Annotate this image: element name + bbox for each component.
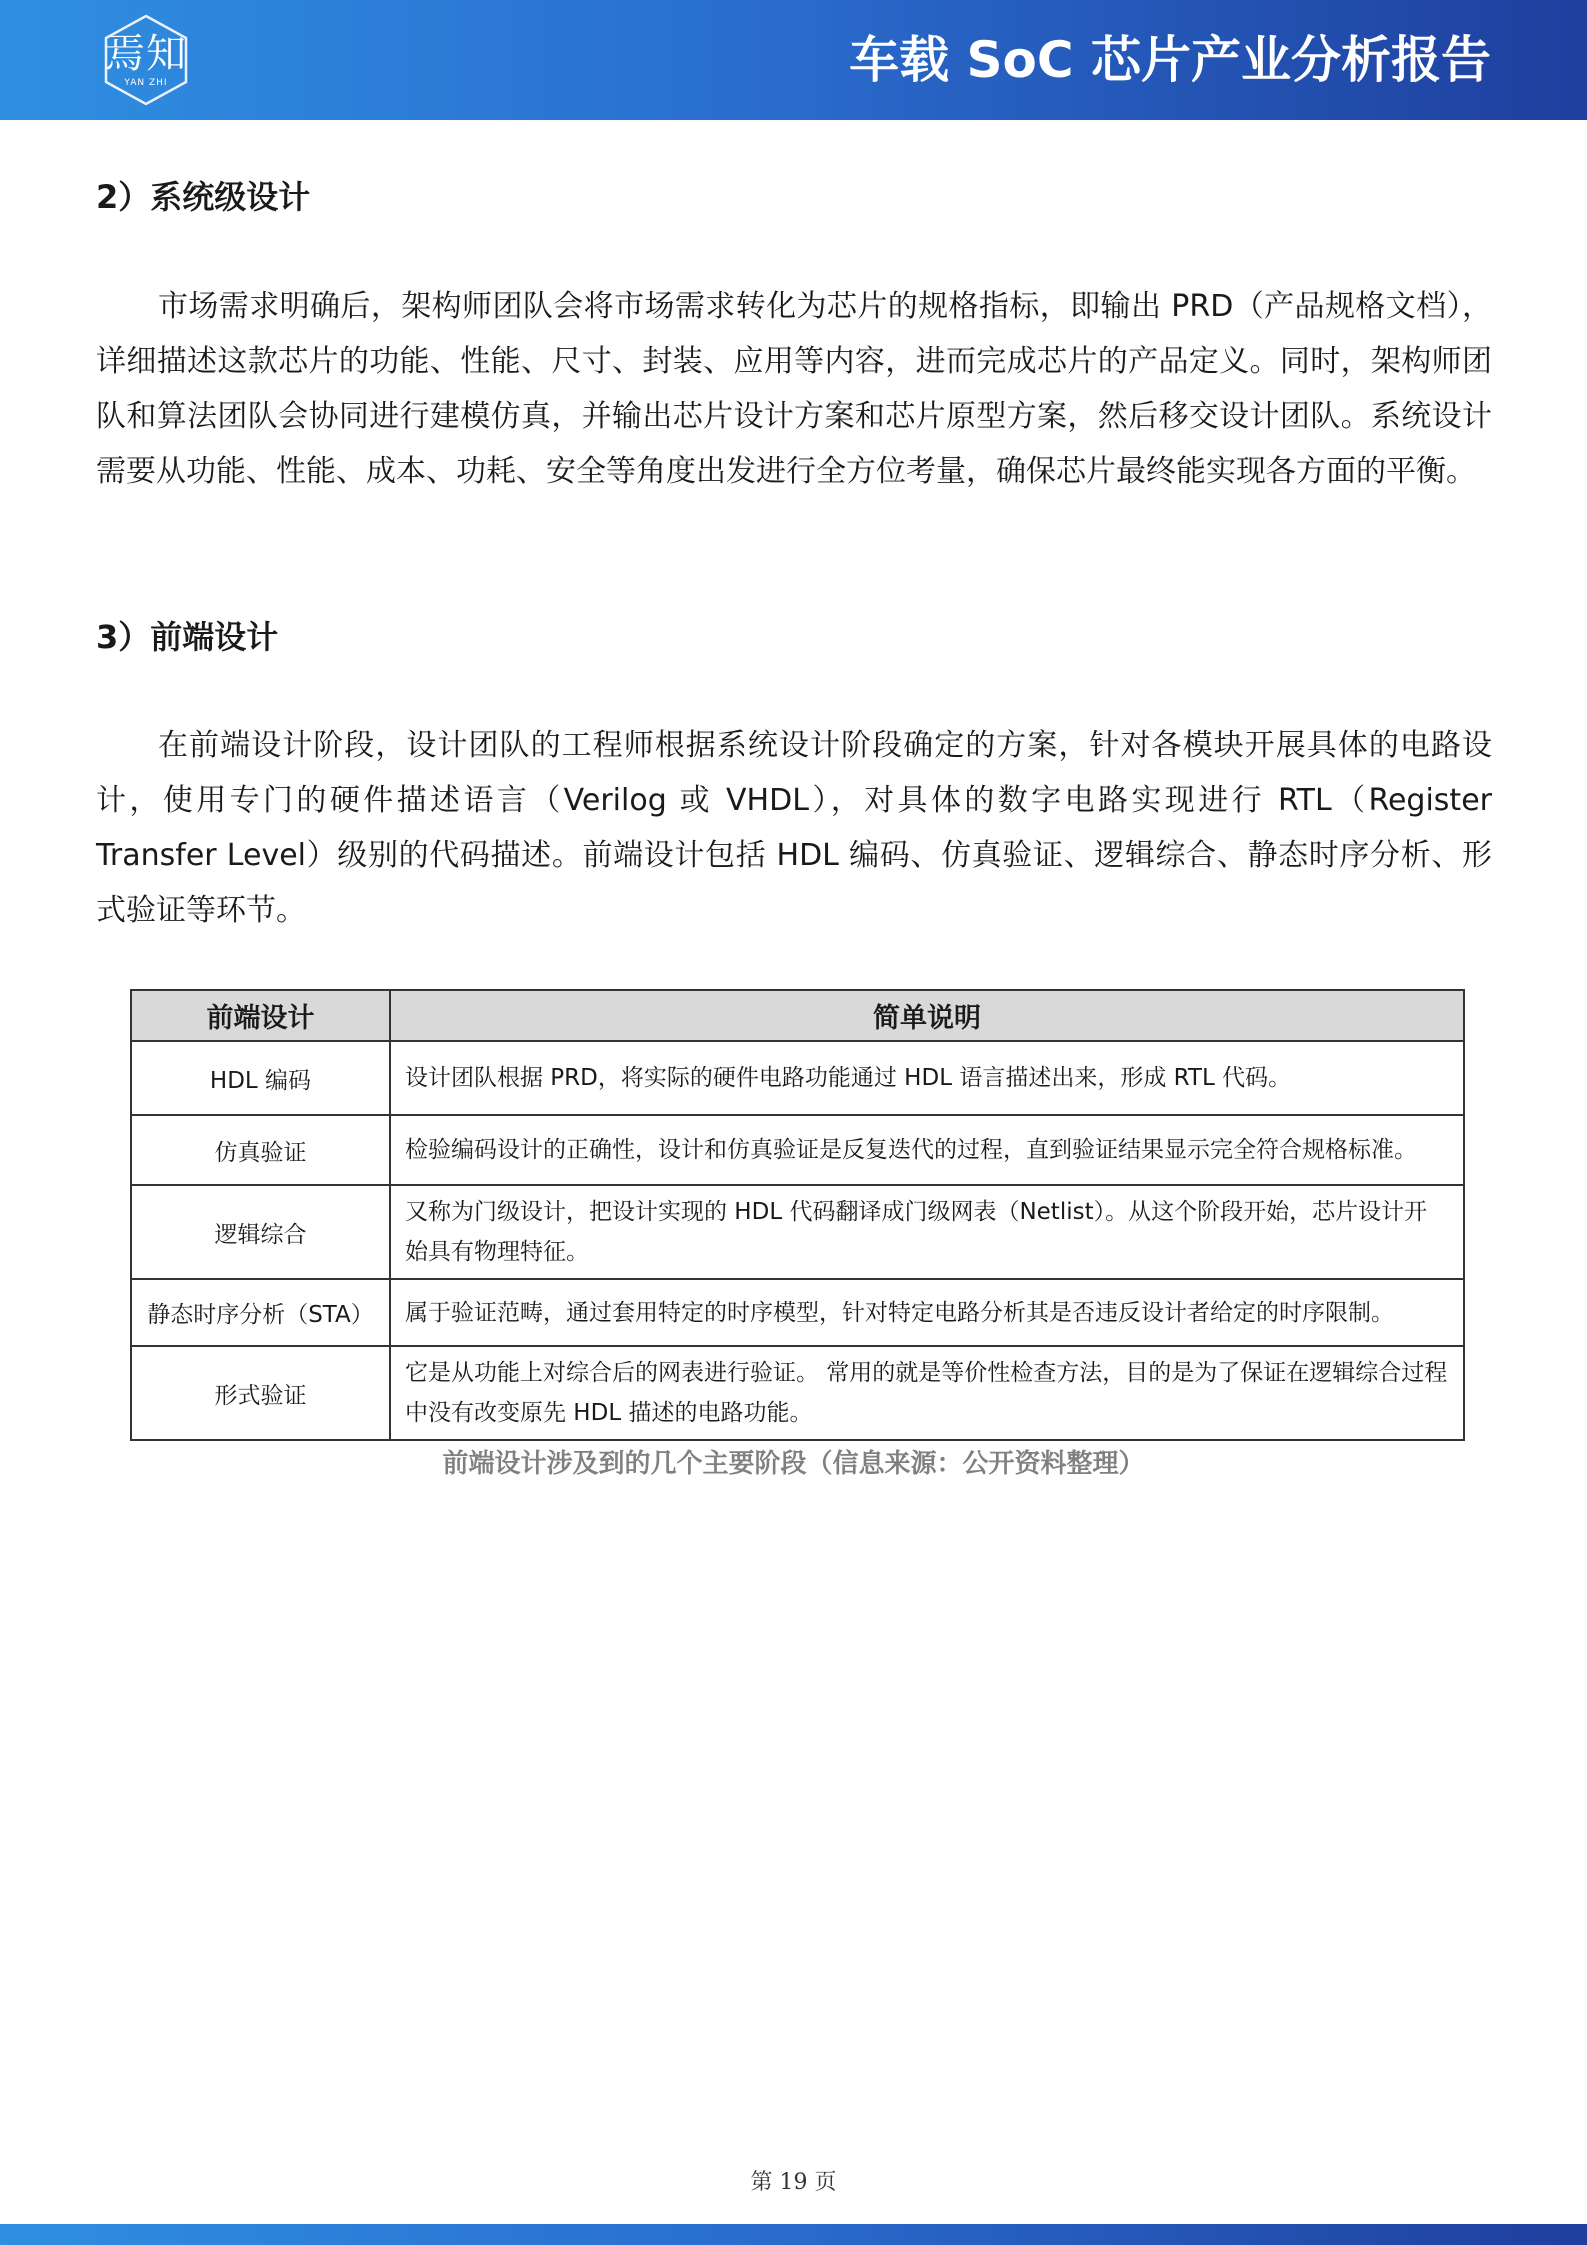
section-paragraph-system-design: 市场需求明确后，架构师团队会将市场需求转化为芯片的规格指标，即输出 PRD（产品规格文档），详细描述这款芯片的功能、性能、尺寸、封装、应用等内容，进而完成芯片的产品定义。同时，架构师团队和算法团队会协同进行建模仿真，并输出芯片设计方案和芯片原型方案，然后移交设计团队。系统设计需要从功能、性能、成本、功耗、安全等角度出发进行全方位考量，确保芯片最终能实现各方面的平衡。 bbox=[96, 289, 1492, 489]
logo-text: 焉知 bbox=[105, 31, 187, 77]
table-cell-description: 检验编码设计的正确性，设计和仿真验证是反复迭代的过程，直到验证结果显示完全符合规格标准。 bbox=[390, 1115, 1464, 1185]
table-row bbox=[131, 1279, 1464, 1346]
table-row bbox=[131, 1346, 1464, 1440]
table-header-stage: 前端设计 bbox=[131, 990, 390, 1041]
table-header-row bbox=[131, 990, 1464, 1041]
report-title: 车载 SoC 芯片产业分析报告 bbox=[849, 31, 1491, 89]
section-heading-frontend-design: 3）前端设计 bbox=[96, 618, 279, 656]
table-row bbox=[131, 1041, 1464, 1115]
table-cell-stage: 形式验证 bbox=[131, 1346, 390, 1440]
section-heading-system-design: 2）系统级设计 bbox=[96, 178, 311, 216]
table-cell-stage: 仿真验证 bbox=[131, 1115, 390, 1185]
table-header-description: 简单说明 bbox=[390, 990, 1464, 1041]
page-number: 第 19 页 bbox=[750, 2170, 837, 2195]
table-cell-description: 又称为门级设计，把设计实现的 HDL 代码翻译成门级网表（Netlist）。从这个阶段开始，芯片设计开始具有物理特征。 bbox=[390, 1185, 1464, 1279]
table-cell-stage: HDL 编码 bbox=[131, 1041, 390, 1115]
table-row bbox=[131, 1185, 1464, 1279]
logo-subtext: YAN ZHI bbox=[124, 78, 168, 88]
yanzhi-logo bbox=[98, 12, 194, 108]
table-cell-description: 设计团队根据 PRD，将实际的硬件电路功能通过 HDL 语言描述出来，形成 RTL 代码。 bbox=[390, 1041, 1464, 1115]
table-cell-stage: 逻辑综合 bbox=[131, 1185, 390, 1279]
footer-bar bbox=[0, 2224, 1587, 2245]
section-paragraph-frontend-design: 在前端设计阶段，设计团队的工程师根据系统设计阶段确定的方案，针对各模块开展具体的电路设计，使用专门的硬件描述语言（Verilog 或 VHDL），对具体的数字电路实现进行 RTL（Register Transfer Level）级别的代码描述。前端设计包括 HDL 编码、仿真验证、逻辑综合、静态时序分析、形式验证等环节。 bbox=[96, 728, 1492, 928]
table-cell-description: 属于验证范畴，通过套用特定的时序模型，针对特定电路分析其是否违反设计者给定的时序限制。 bbox=[390, 1279, 1464, 1346]
page-header bbox=[0, 0, 1587, 120]
table-cell-description: 它是从功能上对综合后的网表进行验证。 常用的就是等价性检查方法，目的是为了保证在逻辑综合过程中没有改变原先 HDL 描述的电路功能。 bbox=[390, 1346, 1464, 1440]
table-caption: 前端设计涉及到的几个主要阶段（信息来源：公开资料整理） bbox=[442, 1449, 1145, 1479]
frontend-stages-table bbox=[130, 989, 1465, 1441]
table-cell-stage: 静态时序分析（STA） bbox=[131, 1279, 390, 1346]
table-row bbox=[131, 1115, 1464, 1185]
